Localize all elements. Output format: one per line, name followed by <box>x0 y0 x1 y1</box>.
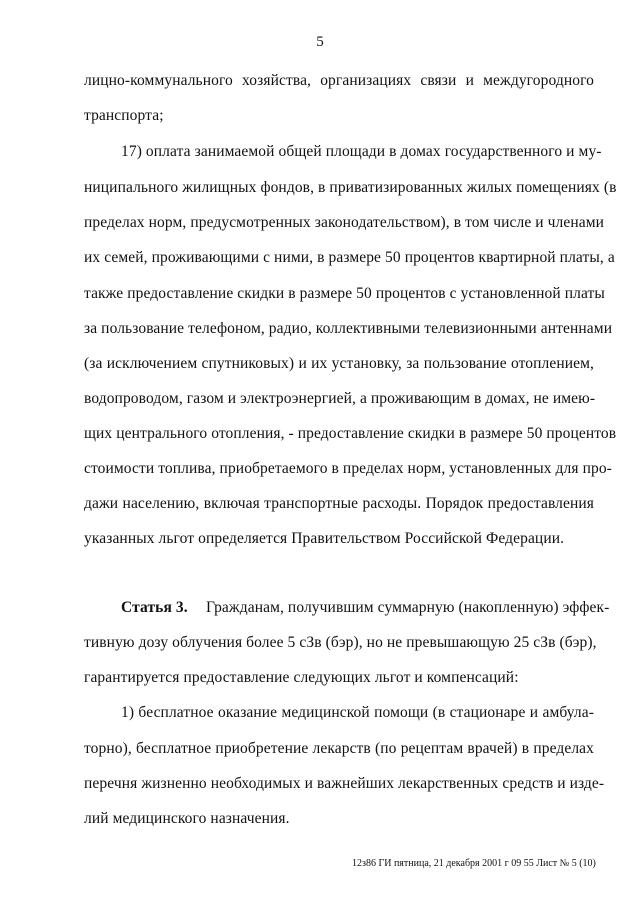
article-3-heading: Статья 3. <box>121 599 188 616</box>
article-3-first-line <box>121 599 610 617</box>
page-number: 5 <box>316 34 324 50</box>
text-line: торно), бесплатное приобретение лекарств (по рецептам врачей) в пределах <box>84 740 594 757</box>
text-line: тивную дозу облучения более 5 сЗв (бэр), но не превышающую 25 сЗв (бэр), <box>84 634 597 651</box>
text-line: также предоставление скидки в размере 50 процентов с установленной платы <box>84 285 605 302</box>
text-line: 17) оплата занимаемой общей площади в домах государственного и му- <box>121 143 602 160</box>
text-line: щих центрального отопления, - предоставление скидки в размере 50 процентов <box>84 425 617 442</box>
text-line: водопроводом, газом и электроэнергией, а проживающим в домах, не имею- <box>84 390 596 407</box>
article-3-text: Гражданам, получившим суммарную (накопленную) эффек- <box>206 599 610 616</box>
text-line: (за исключением спутниковых) и их установку, за пользование отоплением, <box>84 355 594 372</box>
text-line: ниципального жилищных фондов, в приватизированных жилых помещениях (в <box>84 179 617 196</box>
text-line: указанных льгот определяется Правительством Российской Федерации. <box>84 530 565 547</box>
text-line: перечня жизненно необходимых и важнейших лекарственных средств и изде- <box>84 775 605 792</box>
footer-stamp: 12з86 ГИ пятница, 21 декабря 2001 г 09 55 Лист № 5 (10) <box>352 858 596 869</box>
text-line: лицно-коммунального хозяйства, организациях связи и междугородного <box>84 72 594 89</box>
text-line: 1) бесплатное оказание медицинской помощи (в стационаре и амбула- <box>121 704 594 721</box>
text-line: их семей, проживающими с ними, в размере 50 процентов квартирной платы, а <box>84 249 615 266</box>
text-line: пределах норм, предусмотренных законодательством), в том числе и членами <box>84 214 605 231</box>
text-line: за пользование телефоном, радио, коллективными телевизионными антеннами <box>84 320 613 337</box>
text-line: гарантируется предоставление следующих льгот и компенсаций: <box>84 669 519 686</box>
text-line: стоимости топлива, приобретаемого в пределах норм, установленных для про- <box>84 460 612 477</box>
text-line: дажи населению, включая транспортные расходы. Порядок предоставления <box>84 495 594 512</box>
text-line: лий медицинского назначения. <box>84 810 290 827</box>
text-line: транспорта; <box>84 107 164 124</box>
